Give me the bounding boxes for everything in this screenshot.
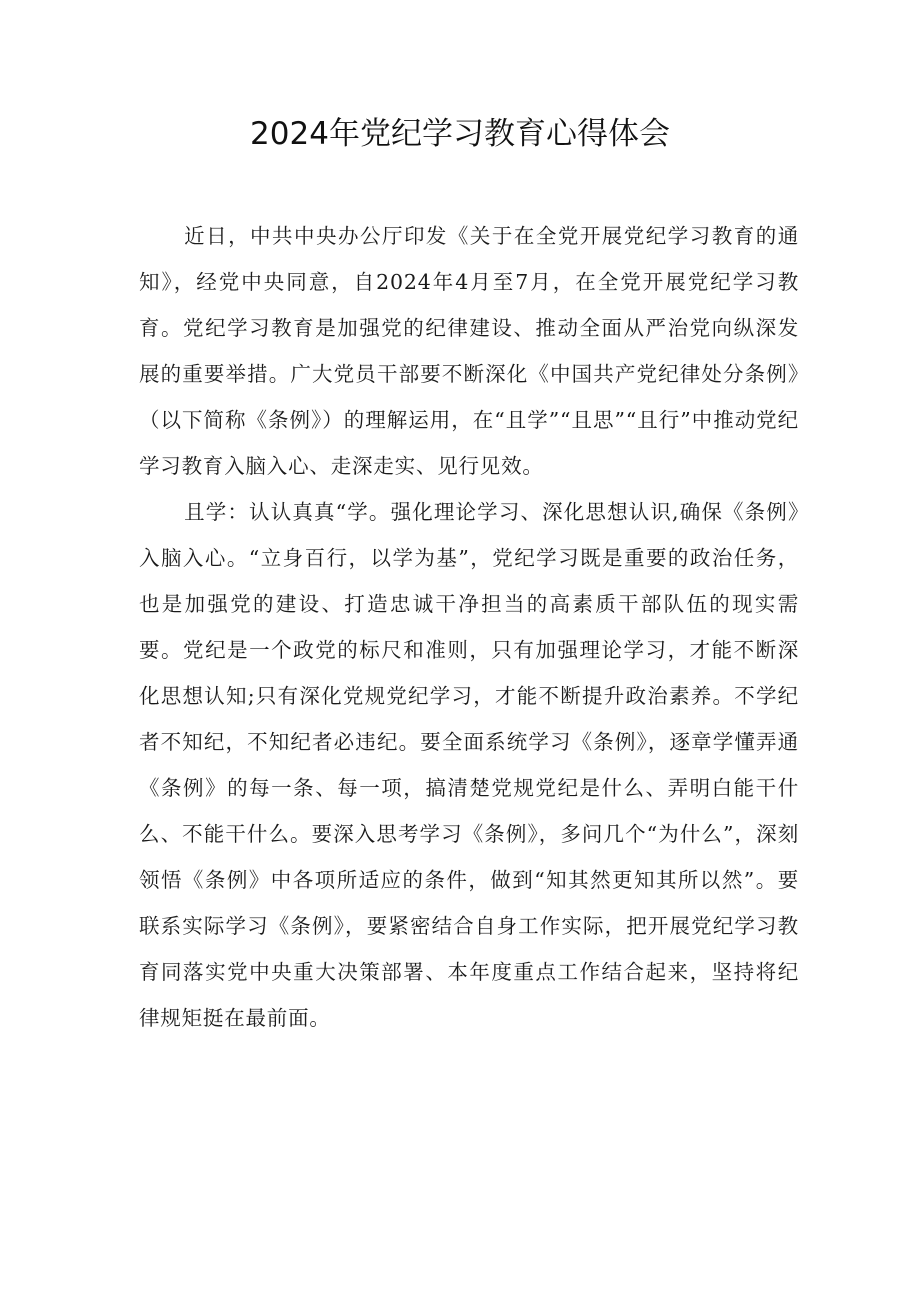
- paragraph-study: 且学：认认真真“学。强化理论学习、深化思想认识,确保《条例》入脑入心。“立身百行，以学为基”，党纪学习既是重要的政治任务，也是加强党的建设、打造忠诚干净担当的高素质干部队伍的现实需要。党纪是一个政党的标尺和准则，只有加强理论学习，才能不断深化思想认知;只有深化党规党纪学习，才能不断提升政治素养。不学纪者不知纪，不知纪者必违纪。要全面系统学习《条例》，逐章学懂弄通《条例》的每一条、每一项，搞清楚党规党纪是什么、弄明白能干什么、不能干什么。要深入思考学习《条例》，多问几个“为什么”，深刻领悟《条例》中各项所适应的条件，做到“知其然更知其所以然”。要联系实际学习《条例》，要紧密结合自身工作实际，把开展党纪学习教育同落实党中央重大决策部署、本年度重点工作结合起来，坚持将纪律规矩挺在最前面。: [139, 500, 799, 1030]
- paragraph-intro: 近日，中共中央办公厅印发《关于在全党开展党纪学习教育的通知》，经党中央同意，自2024年4月至7月，在全党开展党纪学习教育。党纪学习教育是加强党的纪律建设、推动全面从严治党向纵深发展的重要举措。广大党员干部要不断深化《中国共产党纪律处分条例》（以下简称《条例》）的理解运用，在“且学”“且思”“且行”中推动党纪学习教育入脑入心、走深走实、见行见效。: [139, 224, 799, 478]
- document-body: [139, 213, 799, 1041]
- document-title: 2024年党纪学习教育心得体会: [250, 116, 670, 152]
